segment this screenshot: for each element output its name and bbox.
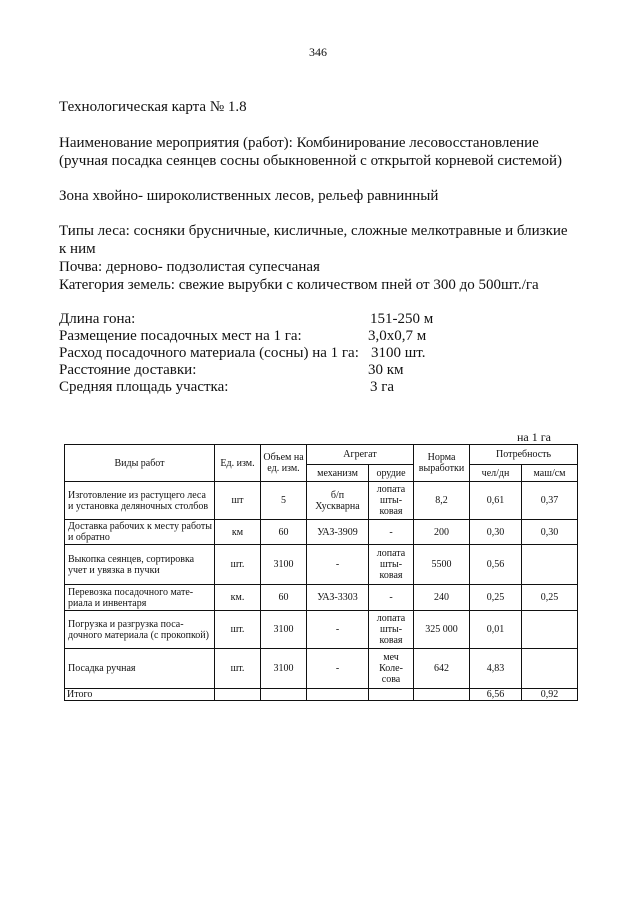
work-norm: 5500 [414, 545, 470, 585]
work-tool: - [369, 520, 414, 545]
work-mechanism: б/п Хускварна [307, 482, 369, 520]
header-need: Потребность [470, 445, 578, 465]
work-name: Доставка рабочих к месту работы и обратно [65, 520, 215, 545]
work-machine-shifts [522, 611, 578, 649]
work-mechanism: УАЗ-3909 [307, 520, 369, 545]
work-mechanism: - [307, 649, 369, 689]
work-person-days: 0,25 [470, 585, 522, 611]
work-volume: 3100 [261, 545, 307, 585]
param-label-delivery: Расстояние доставки: [59, 362, 197, 378]
work-tool: меч Коле-сова [369, 649, 414, 689]
param-label-run-length: Длина гона: [59, 311, 136, 327]
work-volume: 3100 [261, 611, 307, 649]
table-unit-note: на 1 га [517, 430, 551, 444]
table-row [65, 585, 578, 611]
card-title: Технологическая карта № 1.8 [59, 99, 247, 115]
param-value-delivery: 30 км [368, 362, 404, 378]
work-unit: шт. [215, 545, 261, 585]
header-unit: Ед. изм. [215, 445, 261, 482]
work-unit: км [215, 520, 261, 545]
work-norm: 642 [414, 649, 470, 689]
header-work-types: Виды работ [65, 445, 215, 482]
work-unit: шт [215, 482, 261, 520]
work-mechanism: - [307, 611, 369, 649]
activity-line-2: (ручная посадка сеянцев сосны обыкновенной с открытой корневой системой) [59, 153, 562, 169]
work-name: Погрузка и разгрузка поса-дочного материала (с прокопкой) [65, 611, 215, 649]
header-aggregate: Агрегат [307, 445, 414, 465]
header-norm: Норма выработки [414, 445, 470, 482]
work-volume: 60 [261, 520, 307, 545]
header-machine-shifts: маш/см [522, 465, 578, 482]
work-volume: 5 [261, 482, 307, 520]
total-label: Итого [65, 689, 215, 701]
work-norm: 8,2 [414, 482, 470, 520]
work-tool: лопата шты-ковая [369, 545, 414, 585]
forest-types-line-2: к ним [59, 241, 96, 257]
work-mechanism: УАЗ-3303 [307, 585, 369, 611]
work-mechanism: - [307, 545, 369, 585]
table-row [65, 520, 578, 545]
param-label-placement: Размещение посадочных мест на 1 га: [59, 328, 302, 344]
param-value-run-length: 151-250 м [370, 311, 434, 327]
table-row [65, 482, 578, 520]
activity-line-1: Наименование мероприятия (работ): Комбинирование лесовосстановление [59, 135, 539, 151]
work-unit: км. [215, 585, 261, 611]
header-volume: Объем на ед. изм. [261, 445, 307, 482]
work-unit: шт. [215, 611, 261, 649]
param-label-consumption: Расход посадочного материала (сосны) на 1 га: [59, 345, 359, 361]
work-person-days: 4,83 [470, 649, 522, 689]
soil-text: Почва: дерново- подзолистая супесчаная [59, 259, 320, 275]
work-tool: - [369, 585, 414, 611]
param-value-area: 3 га [370, 379, 395, 395]
total-machine-shifts: 0,92 [522, 689, 578, 701]
param-label-area: Средняя площадь участка: [59, 379, 229, 395]
work-unit: шт. [215, 649, 261, 689]
work-machine-shifts [522, 545, 578, 585]
work-name: Изготовление из растущего леса и установка деляночных столбов [65, 482, 215, 520]
work-name: Посадка ручная [65, 649, 215, 689]
work-machine-shifts: 0,30 [522, 520, 578, 545]
work-person-days: 0,30 [470, 520, 522, 545]
table-row [65, 611, 578, 649]
param-value-placement: 3,0х0,7 м [368, 328, 427, 344]
work-person-days: 0,61 [470, 482, 522, 520]
work-volume: 3100 [261, 649, 307, 689]
work-norm: 325 000 [414, 611, 470, 649]
table-total-row [65, 689, 578, 701]
work-tool: лопата шты-ковая [369, 611, 414, 649]
table-row [65, 545, 578, 585]
header-person-days: чел/дн [470, 465, 522, 482]
table-row [65, 649, 578, 689]
land-category-text: Категория земель: свежие вырубки с количеством пней от 300 до 500шт./га [59, 277, 539, 293]
work-norm: 240 [414, 585, 470, 611]
total-person-days: 6,56 [470, 689, 522, 701]
work-name: Выкопка сеянцев, сортировка учет и увязка в пучки [65, 545, 215, 585]
work-machine-shifts [522, 649, 578, 689]
works-table [64, 444, 578, 701]
work-name: Перевозка посадочного мате-риала и инвентаря [65, 585, 215, 611]
work-person-days: 0,01 [470, 611, 522, 649]
work-machine-shifts: 0,25 [522, 585, 578, 611]
work-machine-shifts: 0,37 [522, 482, 578, 520]
work-person-days: 0,56 [470, 545, 522, 585]
header-mechanism: механизм [307, 465, 369, 482]
zone-text: Зона хвойно- широколиственных лесов, рельеф равнинный [59, 188, 439, 204]
work-volume: 60 [261, 585, 307, 611]
forest-types-line-1: Типы леса: сосняки брусничные, кисличные, сложные мелкотравные и близкие [59, 223, 568, 239]
header-tool: орудие [369, 465, 414, 482]
work-norm: 200 [414, 520, 470, 545]
param-value-consumption: 3100 шт. [371, 345, 426, 361]
work-tool: лопата шты-ковая [369, 482, 414, 520]
page-number: 346 [309, 45, 327, 59]
